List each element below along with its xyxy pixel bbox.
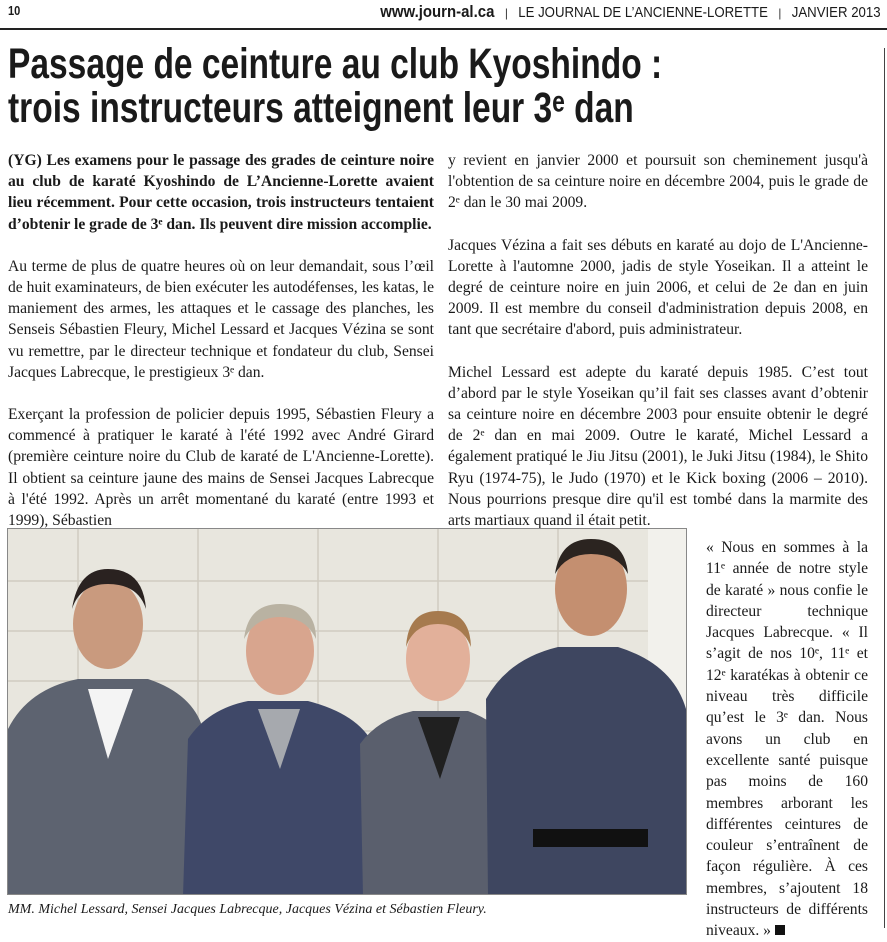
end-of-article-mark-icon <box>775 925 785 935</box>
header-masthead <box>381 2 881 22</box>
article-column-2 <box>448 150 868 552</box>
header-rule <box>0 28 887 30</box>
issue-date: JANVIER 2013 <box>792 4 881 21</box>
group-photo-illustration <box>8 529 687 895</box>
quote-text: « Nous en sommes à la 11ᵉ année de notre style de karaté » nous confie le directeur technique Jacques Labrecque. « Il s’agit de nos 10ᵉ, 11ᵉ et 12ᵉ karatékas à obtenir ce niveau très difficile qu’est le 3ᵉ dan. Nous avons un club en excellente santé puisque pas moins de 160 membres arborant les différentes ceintures de couleur s’entraînent de façon régulière. À ces membres, s’ajoutent 18 instructeurs de différents niveaux. » <box>706 539 868 940</box>
headline-line-1: Passage de ceinture au club Kyoshindo : <box>8 40 663 88</box>
article-photo <box>7 528 687 895</box>
header-separator: | <box>505 6 509 20</box>
article-paragraph: Jacques Vézina a fait ses débuts en karaté au dojo de L'Ancienne-Lorette à l'automne 2000, jadis de style Yoseikan. Il a atteint le degré de ceinture noire en juin 2006, et celui de 2e dan en juin 2009. Il est membre du conseil d'administration depuis 2008, en tant que secrétaire d'abord, puis administrateur. <box>448 236 868 339</box>
page-header <box>0 0 887 30</box>
header-separator: | <box>778 6 782 20</box>
sidebar-quote <box>706 537 868 942</box>
photo-caption: MM. Michel Lessard, Sensei Jacques Labrecque, Jacques Vézina et Sébastien Fleury. <box>8 902 487 917</box>
column-rule <box>884 48 885 928</box>
article-paragraph: y revient en janvier 2000 et poursuit son cheminement jusqu'à l'obtention de sa ceinture noire en décembre 2004, puis le grade de 2ᵉ dan le 30 mai 2009. <box>448 152 868 212</box>
article-lead: (YG) Les examens pour le passage des grades de ceinture noire au club de karaté Kyoshindo de L’Ancienne-Lorette avaient lieu récemment. Pour cette occasion, trois instructeurs tentaient d’obtenir le grade de 3ᵉ dan. Ils peuvent dire mission accomplie. <box>8 152 434 233</box>
article-paragraph: Michel Lessard est adepte du karaté depuis 1985. C’est tout d’abord par le style Yoseikan qu’il fait ses classes avant d’obtenir sa ceinture noire en décembre 2003 pour ensuite obtenir le degré de 2ᵉ dan en mai 2009. Outre le karaté, Michel Lessard a également pratiqué le Jiu Jitsu (2001), le Juki Jitsu (1984), le Shito Ryu (1974-75), le Judo (1970) et le Kick boxing (2006 – 2010). Nous pourrions presque dire qu'il est tombé dans la marmite des arts martiaux quand il était petit. <box>448 363 868 530</box>
article-paragraph: Au terme de plus de quatre heures où on leur demandait, sous l’œil de huit examinateurs, de bien exécuter les autodéfenses, les katas, le maniement des armes, les attaques et le cassage des planches, les Senseis Sébastien Fleury, Michel Lessard et Jacques Vézina se sont vu remettre, par le directeur technique et fondateur du club, Sensei Jacques Labrecque, le prestigieux 3ᵉ dan. <box>8 257 434 381</box>
article-headline <box>8 42 662 130</box>
website-url[interactable]: www.journ-al.ca <box>380 2 495 21</box>
publication-name: LE JOURNAL DE L’ANCIENNE-LORETTE <box>518 4 769 21</box>
article-column-1 <box>8 150 434 552</box>
page-number: 10 <box>8 3 21 18</box>
article-paragraph: Exerçant la profession de policier depuis 1995, Sébastien Fleury a commencé à pratiquer le karaté à l'été 1992 avec André Girard (première ceinture noire du Club de karaté de L'Ancienne-Lorette). Il obtient sa ceinture jaune des mains de Sensei Jacques Labrecque à l'été 1992. Après un arrêt momentané du karaté (entre 1993 et 1999), Sébastien <box>8 406 434 530</box>
headline-line-2: trois instructeurs atteignent leur 3ᵉ dan <box>8 84 634 132</box>
